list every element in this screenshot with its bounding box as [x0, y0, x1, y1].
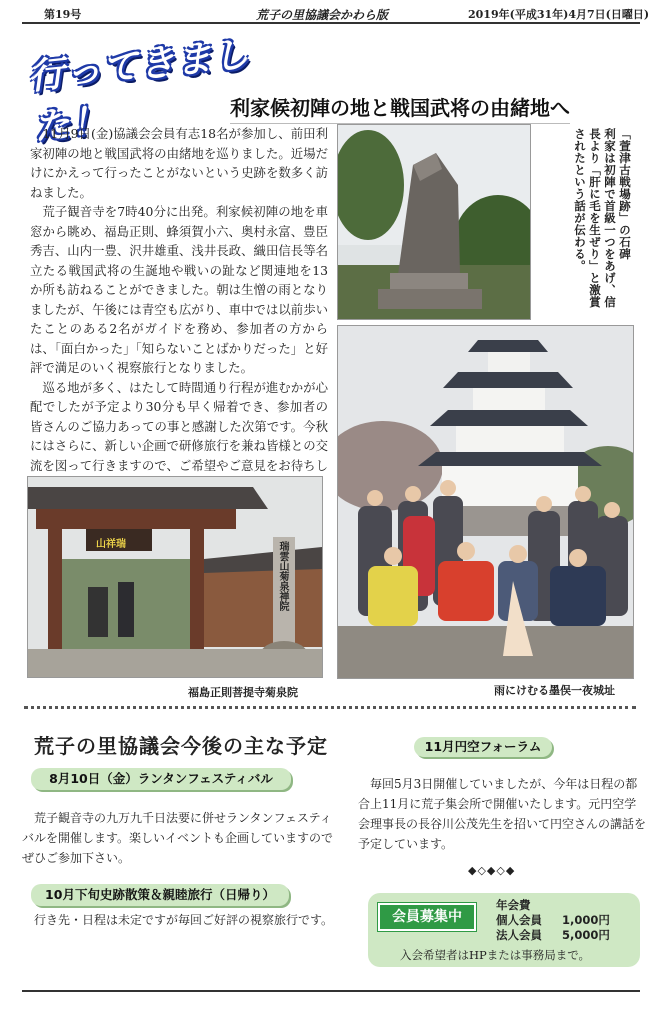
- individual-label: 個人会員: [496, 913, 542, 927]
- event-text-trip: [22, 910, 340, 930]
- section-divider: [24, 706, 636, 709]
- fee-title: 年会費: [496, 898, 531, 912]
- event-text-forum: [358, 774, 646, 854]
- membership-label: 会員募集中: [378, 903, 476, 931]
- issue-number: 第19号: [44, 8, 82, 21]
- castle-caption: 雨にけむる墨俣一夜城址: [494, 684, 615, 697]
- individual-fee: 1,000円: [562, 913, 610, 927]
- feature-article: [30, 124, 328, 495]
- event-description: 荒子観音寺の九万九千日法要に併せランタンフェスティバルを開催します。楽しいイベントも企画していますのでぜひご参加下さい。: [22, 811, 334, 865]
- monument-photo: [337, 124, 531, 320]
- feature-banner: 行ってきました！: [26, 33, 252, 149]
- issue-date: 2019年(平成31年)4月7日(日曜日): [468, 8, 650, 21]
- decorative-divider: ◆◇◆◇◆: [468, 864, 516, 877]
- caption-line: 利家は初陣で首級一つをあげ、信: [603, 128, 617, 308]
- article-paragraph: 11月9日(金)協議会会員有志18名が参加し、前田利家初陣の地と戦国武将の由緒地を巡りました。近場だけにかえって行ったことがないという史跡を数多く訪ねました。: [30, 126, 328, 200]
- publication-title: 荒子の里協議会かわら版: [256, 8, 389, 22]
- membership-box: [368, 893, 640, 967]
- event-label-lantern: 8月10日（金）ランタンフェスティバル: [31, 768, 291, 790]
- temple-caption: 福島正則菩提寺菊泉院: [188, 686, 298, 699]
- event-description: 毎回5月3日開催していましたが、今年は日程の都合上11月に荒子集会所で開催いたします。元円空学会理事長の長谷川公茂先生を招いて円空さんの講話を予定しています。: [358, 777, 647, 851]
- temple-gate-plaque: 山祥瑞: [96, 539, 126, 550]
- corporate-fee: 5,000円: [562, 928, 610, 942]
- header-rule: [22, 22, 640, 24]
- temple-sign: 瑞雲山菊泉禅院: [277, 541, 288, 611]
- event-label-forum: 11月円空フォーラム: [414, 737, 552, 757]
- temple-photo: [27, 476, 323, 678]
- corporate-label: 法人会員: [496, 928, 542, 942]
- schedule-title: 荒子の里協議会今後の主な予定: [34, 734, 328, 758]
- article-paragraph: 巡る地が多く、はたして時間通り行程が進むかが心配でしたが予定より30分も早く帰着でき、参加者の皆さんのご協力あっての事と感謝した次第です。今秋にはさらに、新しい企画で研修旅行を兼ね皆様との交流を図って行きますので、ご希望やご意見をお待ちし: [30, 379, 328, 473]
- event-text-lantern: [22, 808, 340, 868]
- article-paragraph: 荒子観音寺を7時40分に出発。利家候初陣の地を車窓から眺め、福島正則、蜂須賀小六、奥村永富、豊臣秀吉、山内一豊、沢井雄重、浅井長政、織田信長等名立たる戦国武将の生誕地や戦いの趾など関連地を13か所も訪ねることができました。朝は生憎の雨となりましたが、午後には青空も広がり、車中では以前歩いたことのある2名がガイドを務め、参加者の方からは、「面白かった」「知らないことばかりだった」と好評で満足のいく視察旅行となりました。: [30, 204, 328, 375]
- caption-line: 「萱津古戦場跡」の石碑: [618, 128, 632, 260]
- membership-note: 入会希望者はHPまたは事務局まで。: [400, 948, 591, 962]
- feature-subtitle: 利家候初陣の地と戦国武将の由緒地へ: [230, 92, 570, 124]
- event-label-trip: 10月下旬史跡散策＆親睦旅行（日帰り）: [31, 884, 289, 906]
- footer-rule: [22, 990, 640, 992]
- castle-group-photo: [337, 325, 634, 679]
- monument-caption: [536, 128, 632, 318]
- caption-line: 長より「肝に毛を生ぜり」と激賞: [588, 128, 602, 308]
- caption-line: されたという話が伝わる。: [573, 128, 587, 272]
- event-description: 行き先・日程は未定ですが毎回ご好評の視察旅行です。: [34, 913, 334, 927]
